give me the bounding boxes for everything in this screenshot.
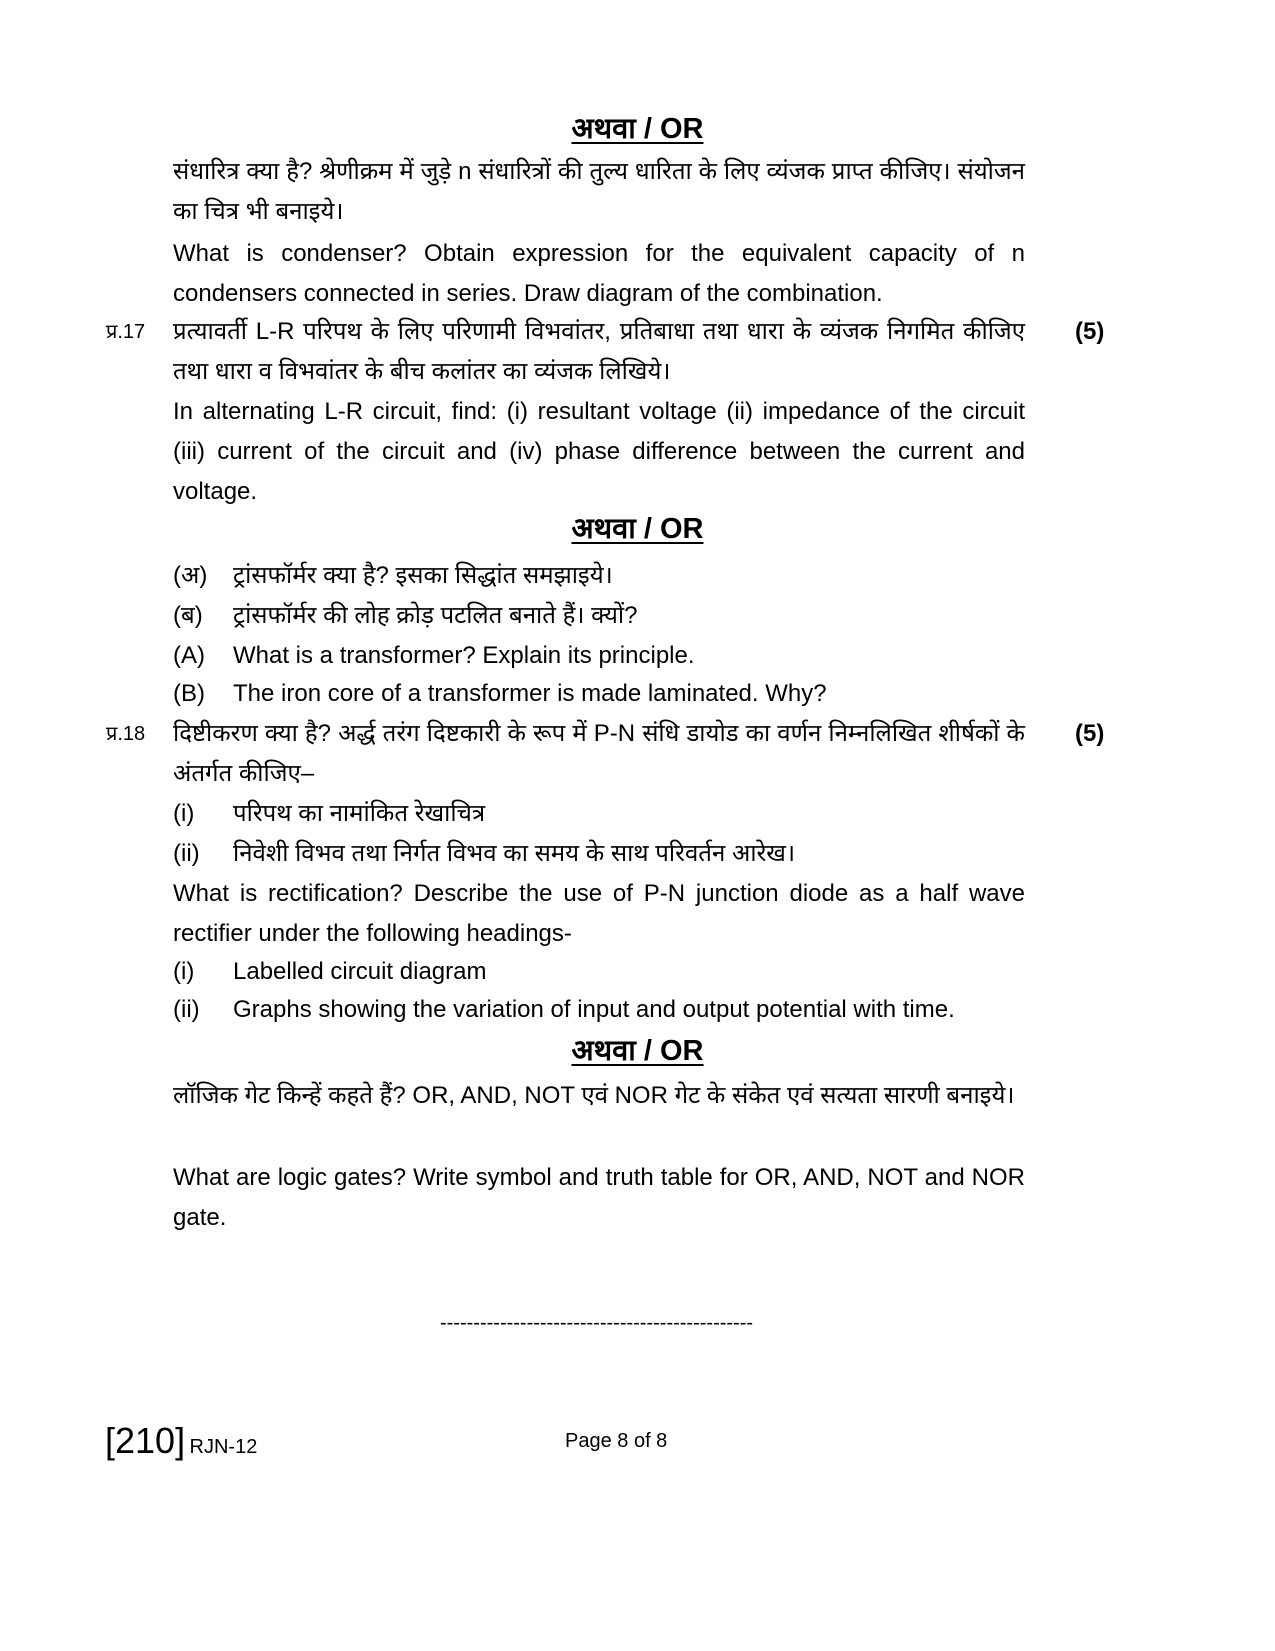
list-item-text: Graphs showing the variation of input and output potential with time.: [233, 996, 955, 1023]
separator-line: -----------------------------------------------: [440, 1312, 754, 1334]
list-item: [173, 556, 1025, 596]
list-item: [173, 596, 1025, 636]
list-item: [173, 674, 1025, 714]
list-item: [173, 834, 1025, 874]
list-item-text: परिपथ का नामांकित रेखाचित्र: [233, 800, 486, 827]
list-item-text: What is a transformer? Explain its principle.: [233, 642, 695, 669]
list-item-label: (ii): [173, 996, 200, 1023]
list-item-label: (ब): [173, 602, 203, 629]
list-item-label: (i): [173, 958, 195, 985]
q18-hindi: दिष्टीकरण क्या है? अर्द्ध तरंग दिष्टकारी के रूप में P-N संधि डायोड का वर्णन निम्नलिखित शीर्षकों के अंतर्गत कीजिए–: [173, 720, 1025, 787]
q17-hindi: प्रत्यावर्ती L-R परिपथ के लिए परिणामी विभवांतर, प्रतिबाधा तथा धारा के व्यंजक निगमित कीजिए तथा धारा व विभवांतर के बीच कलांतर का व्यंजक लिखिये।: [173, 318, 1025, 385]
or-heading-2: अथवा / OR: [571, 513, 704, 545]
q18-marks: (5): [1075, 720, 1105, 747]
paper-code-series: RJN-12: [189, 1436, 258, 1458]
q18-english: What is rectification? Describe the use of P-N junction diode as a half wave rectifier under the following headings-: [173, 880, 1025, 947]
list-item-text: ट्रांसफॉर्मर की लोह क्रोड़ पटलित बनाते हैं। क्यों?: [233, 602, 638, 629]
list-item-label: (A): [173, 642, 205, 669]
q18-or-english: What are logic gates? Write symbol and truth table for OR, AND, NOT and NOR gate.: [173, 1164, 1025, 1231]
list-item: [173, 952, 1025, 992]
q17-number: प्र.17: [106, 321, 146, 343]
list-item-label: (i): [173, 800, 195, 827]
paper-code-number: [210]: [105, 1420, 186, 1461]
page-number: Page 8 of 8: [565, 1430, 668, 1452]
q17-marks: (5): [1075, 318, 1105, 345]
or-heading-3: अथवा / OR: [571, 1035, 704, 1067]
list-item-label: (B): [173, 680, 205, 707]
list-item-text: The iron core of a transformer is made laminated. Why?: [233, 680, 827, 707]
paper-code: [105, 1420, 257, 1462]
list-item-label: (अ): [173, 562, 208, 589]
list-item-label: (ii): [173, 840, 200, 867]
list-item-text: Labelled circuit diagram: [233, 958, 487, 985]
q17-english: In alternating L-R circuit, find: (i) resultant voltage (ii) impedance of the circuit (iii) current of the circuit and (iv) phase difference between the current and voltage.: [173, 398, 1025, 505]
q18-or-hindi: लॉजिक गेट किन्हें कहते हैं? OR, AND, NOT एवं NOR गेट के संकेत एवं सत्यता सारणी बनाइये।: [173, 1082, 1015, 1109]
list-item-text: ट्रांसफॉर्मर क्या है? इसका सिद्धांत समझाइये।: [233, 562, 613, 589]
list-item-text: निवेशी विभव तथा निर्गत विभव का समय के साथ परिवर्तन आरेख।: [233, 840, 796, 867]
list-item: [173, 990, 1025, 1030]
q18-number: प्र.18: [106, 723, 146, 745]
block1-english: What is condenser? Obtain expression for the equivalent capacity of n condensers connected in series. Draw diagram of the combination.: [173, 240, 1025, 307]
list-item: [173, 794, 1025, 834]
or-heading-1: अथवा / OR: [571, 113, 704, 145]
block1-hindi: संधारित्र क्या है? श्रेणीक्रम में जुड़े n संधारित्रों की तुल्य धारिता के लिए व्यंजक प्राप्त कीजिए। संयोजन का चित्र भी बनाइये।: [173, 158, 1025, 225]
list-item: [173, 636, 1025, 676]
